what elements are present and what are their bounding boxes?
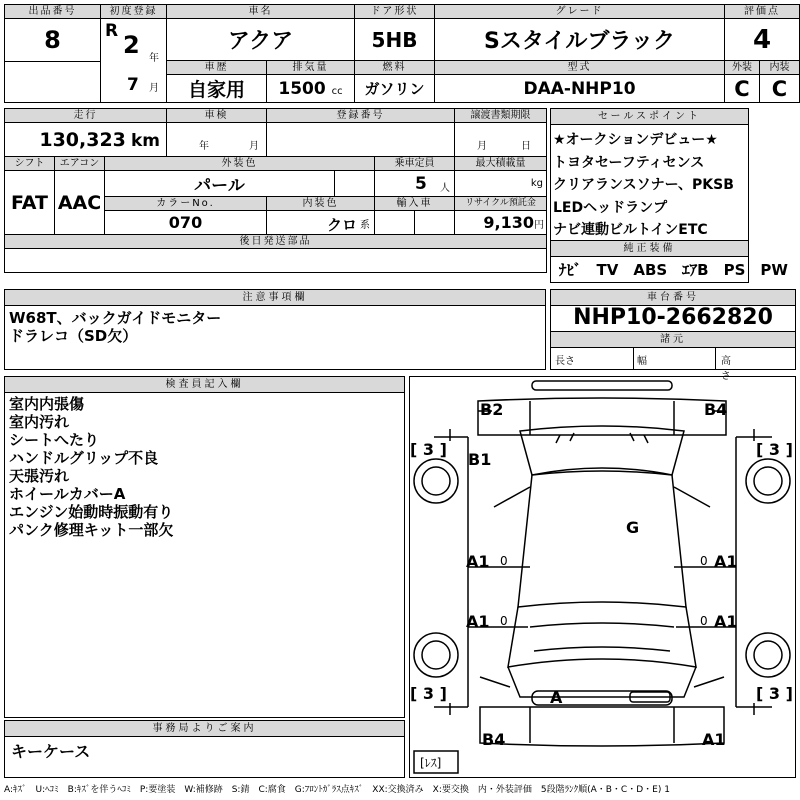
- tire-rl-shape: [414, 633, 458, 677]
- front-body-shape: [478, 398, 726, 435]
- inspection-label: 車検: [167, 109, 267, 123]
- shift-label: シフト: [5, 157, 55, 171]
- specs-label: 諸元: [551, 331, 795, 348]
- tire-fl-shape: [414, 459, 458, 503]
- inspector-item: 天張汚れ: [9, 467, 70, 485]
- car-diagram-box: [409, 376, 796, 778]
- sales-points-list: [553, 129, 734, 242]
- transfer-cell: [455, 123, 547, 157]
- chassis-value: NHP10-2662820: [573, 305, 773, 330]
- inspector-item: 室内汚れ: [9, 413, 70, 431]
- model-code-value: DAA-NHP10: [435, 75, 725, 103]
- recycle-label: リサイクル預託金: [455, 197, 547, 211]
- damage-a1-fl: A1: [466, 552, 490, 571]
- history-value: 自家用: [167, 75, 267, 103]
- mileage-cell: [5, 123, 167, 157]
- note-item: ドラレコ（SD欠）: [9, 327, 138, 345]
- inspection-year: 年: [199, 141, 210, 152]
- person-unit: 人: [440, 183, 451, 194]
- inspector-item: ホイールカバーA: [9, 485, 126, 503]
- recycle-cell: [455, 211, 547, 235]
- genuine-equip-label: 純正装備: [551, 241, 748, 257]
- spare-label: [ﾚｽ]: [420, 756, 442, 770]
- header-table: [4, 4, 800, 103]
- legend-text: A:ｷｽﾞ U:ﾍｺﾐ B:ｷｽﾞを伴うﾍｺﾐ P:要塗装 W:補修跡 S:錆 C:腐食 G:ﾌﾛﾝﾄｶﾞﾗｽ点ｷｽﾞ XX:交換済み X:要交換 内・外装評価 5段階ﾗﾝｸ順(A・B・C・D・E) 1: [4, 785, 670, 795]
- aircon-label: エアコン: [55, 157, 105, 171]
- inspector-item: 室内内張傷: [9, 395, 85, 413]
- later-parts-label: 後日発送部品: [5, 235, 547, 249]
- inspection-cell: [167, 123, 267, 157]
- lot-no-label: 出品番号: [5, 5, 101, 19]
- tire-rl-tread: [ 3 ]: [410, 684, 447, 703]
- chassis-box: [550, 289, 796, 382]
- model-code-label: 型式: [435, 61, 725, 75]
- damage-a1-fr: A1: [714, 552, 738, 571]
- fuel-label: 燃料: [355, 61, 435, 75]
- mark-zero: 0: [700, 554, 708, 568]
- damage-b4-bot: B4: [482, 730, 506, 749]
- tire-rr-shape: [746, 633, 790, 677]
- door-label: ドア形状: [355, 5, 435, 19]
- vehicle-info-table: [4, 108, 547, 273]
- tire-fr-tread: [ 3 ]: [756, 440, 793, 459]
- score-label: 評価点: [725, 5, 800, 19]
- exterior-value: C: [725, 75, 760, 103]
- month-unit: 月: [149, 83, 159, 94]
- displacement-cell: [267, 75, 355, 103]
- damage-b2: B2: [480, 400, 504, 419]
- first-reg-label: 初度登録: [101, 5, 167, 19]
- mark-zero: 0: [700, 614, 708, 628]
- reg-no-label: 登録番号: [267, 109, 455, 123]
- damage-g: G: [626, 518, 640, 537]
- damage-a1-bot: A1: [702, 730, 726, 749]
- inspector-item: エンジン始動時振動有り: [9, 503, 174, 521]
- transfer-month: 月: [477, 141, 488, 152]
- ext-color-label: 外装色: [105, 157, 375, 171]
- lot-no-cell: [5, 19, 101, 103]
- inspector-item: パンク修理キット一部欠: [9, 521, 174, 539]
- capacity-label: 乗車定員: [375, 157, 455, 171]
- aircon-value: AAC: [55, 171, 105, 235]
- yen-unit: 円: [534, 220, 545, 231]
- transfer-day: 日: [521, 141, 532, 152]
- sales-point-item: ★オークションデビュー★: [553, 132, 718, 148]
- damage-b1: B1: [468, 450, 492, 469]
- front-bumper-shape: [532, 381, 672, 390]
- notes-label: 注意事項欄: [5, 290, 545, 306]
- damage-a-rear: A: [550, 688, 563, 707]
- score-value: 4: [725, 19, 800, 61]
- inspection-month: 月: [249, 141, 260, 152]
- capacity-cell: [375, 171, 455, 197]
- mark-zero: 0: [500, 554, 508, 568]
- car-diagram: [410, 377, 795, 777]
- transfer-label: 譲渡書類期限: [455, 109, 547, 123]
- exterior-label: 外装: [725, 61, 760, 75]
- inspector-list: [9, 395, 173, 539]
- door-value: 5HB: [355, 19, 435, 61]
- import-value-a: [375, 211, 415, 235]
- width-cell: [633, 347, 716, 369]
- grade-label: グレード: [435, 5, 725, 19]
- reg-no-value: [267, 123, 455, 157]
- cc-unit: cc: [331, 85, 343, 97]
- car-name-label: 車名: [167, 5, 355, 19]
- specs-row: [551, 347, 795, 382]
- length-cell: [551, 347, 634, 369]
- sales-point-item: トヨタセーフティセンス: [553, 154, 705, 171]
- month-value: 7: [127, 75, 139, 95]
- recycle-value: 9,130: [483, 213, 535, 232]
- mileage-value: 130,323: [39, 128, 126, 151]
- ext-color-blank: [335, 171, 375, 197]
- sales-point-item: LEDヘッドランプ: [553, 199, 668, 216]
- office-value: キーケース: [11, 742, 91, 761]
- rear-body-shape: [480, 707, 724, 746]
- int-color-value: クロ: [327, 216, 358, 234]
- year-unit: 年: [149, 53, 159, 64]
- cabin-shape: [518, 468, 686, 607]
- color-no-label: カラーNo.: [105, 197, 267, 211]
- office-label: 事務局よりご案内: [5, 721, 404, 737]
- inspector-item: シートへたり: [9, 431, 100, 449]
- era-value: R: [105, 21, 119, 41]
- car-name-value: アクア: [167, 19, 355, 61]
- inspector-box: [4, 376, 405, 718]
- sales-point-item: ナビ連動ビルトインETC: [553, 222, 708, 238]
- genuine-equip-box: [550, 240, 788, 283]
- kg-unit: kg: [455, 171, 547, 197]
- note-item: W68T、バックガイドモニター: [9, 309, 222, 327]
- interior-value: C: [760, 75, 800, 103]
- sales-points-box: [550, 108, 749, 241]
- genuine-equip-value: ﾅﾋﾞ TV ABS ｴｱB PS PW: [559, 261, 788, 279]
- kei-unit: 系: [360, 220, 371, 231]
- displacement-value: 1500: [278, 78, 326, 99]
- damage-a1-rl: A1: [466, 612, 490, 631]
- import-value-b: [415, 211, 455, 235]
- sales-points-label: セールスポイント: [551, 109, 748, 125]
- km-unit: km: [130, 130, 161, 151]
- length-label: 長さ: [555, 356, 575, 367]
- chassis-label: 車台番号: [551, 290, 795, 306]
- displacement-label: 排気量: [267, 61, 355, 75]
- inspector-label: 検査員記入欄: [5, 377, 404, 393]
- office-box: [4, 720, 405, 778]
- inspector-item: ハンドルグリップ不良: [9, 449, 159, 467]
- grade-value: Sスタイルブラック: [435, 19, 725, 61]
- height-label: 高さ: [721, 356, 731, 382]
- int-color-label: 内装色: [267, 197, 375, 211]
- interior-label: 内装: [760, 61, 800, 75]
- capacity-value: 5: [415, 174, 427, 194]
- damage-b4-top: B4: [704, 400, 728, 419]
- notes-box: [4, 289, 546, 370]
- max-load-label: 最大積載量: [455, 157, 547, 171]
- ext-color-value: パール: [105, 171, 335, 197]
- sales-point-item: クリアランスソナー、PKSB: [553, 177, 734, 193]
- int-color-cell: [267, 211, 375, 235]
- tire-fl-tread: [ 3 ]: [410, 440, 447, 459]
- lot-no-value: 8: [5, 19, 100, 62]
- fuel-value: ガソリン: [355, 75, 435, 103]
- import-label: 輸入車: [375, 197, 455, 211]
- notes-list: [9, 309, 221, 345]
- shift-value: FAT: [5, 171, 55, 235]
- tire-rr-tread: [ 3 ]: [756, 684, 793, 703]
- later-parts-value: [5, 249, 547, 273]
- mileage-label: 走行: [5, 109, 167, 123]
- color-no-value: 070: [105, 211, 267, 235]
- mark-zero: 0: [500, 614, 508, 628]
- history-label: 車歴: [167, 61, 267, 75]
- first-reg-cell: [101, 19, 167, 103]
- width-label: 幅: [637, 356, 647, 367]
- damage-a1-rr: A1: [714, 612, 738, 631]
- year-value: 2: [123, 31, 140, 59]
- tire-fr-shape: [746, 459, 790, 503]
